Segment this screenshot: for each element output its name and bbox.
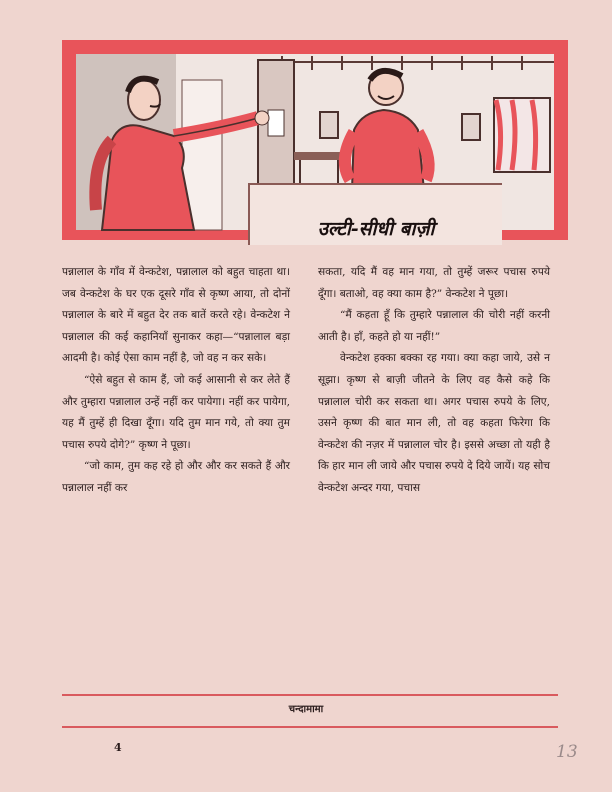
paragraph: सकता, यदि मैं वह मान गया, तो तुम्हें जरूर पचास रुपये दूँगा। बताओ, वह क्या काम है?” वेन्कटेश ने पूछा। [318, 266, 550, 300]
page-number: 4 [114, 741, 122, 754]
paragraph: “ऐसे बहुत से काम हैं, जो कई आसानी से कर लेते हैं और तुम्हारा पन्नालाल उन्हें नहीं कर पायेगा। नहीं कर पायेगा, यह मैं तुम्हें ही दिखा दूँगा। यदि तुम मान गये, तो क्या तुम पचास रुपये दोगे?” कृष्ण ने पूछा। [62, 373, 290, 451]
magazine-name: चन्दामामा [288, 704, 324, 715]
text-column-right [318, 262, 550, 500]
text-column-left [62, 262, 290, 500]
paragraph: “जो काम, तुम कह रहे हो और और कर सकते हैं और पन्नालाल नहीं कर [62, 460, 290, 494]
paragraph: “मैं कहता हूँ कि तुम्हारे पन्नालाल की चोरी नहीं करनी आती है। हाँ, कहते हो या नहीं!” [318, 309, 550, 343]
story-title-box [248, 183, 502, 245]
handwritten-note: 13 [556, 742, 578, 762]
footer-rule-bottom [62, 726, 558, 728]
story-title: उल्टी-सीधी बाज़ी [317, 218, 435, 240]
footer-rule-top [62, 694, 558, 696]
paragraph: वेन्कटेश हक्का बक्का रह गया। क्या कहा जाये, उसे न सूझा। कृष्ण से बाज़ी जीतने के लिए वह कैसे कहे कि पन्नालाल चोरी कर सकता था। अगर पचास रुपये के लिए, उसने कृष्ण की बात मान ली, तो वह कहता फिरेगा कि वेन्कटेश की नज़र में पन्नालाल चोर है। इससे अच्छा तो यही है कि हार मान ली जाये और पचास रुपये दे दिये जायें। यह सोच वेन्कटेश अन्दर गया, पचास [318, 352, 550, 494]
paragraph: पन्नालाल के गाँव में वेन्कटेश, पन्नालाल को बहुत चाहता था। जब वेन्कटेश के घर एक दूसरे गाँव से कृष्ण आया, तो दोनों पन्नालाल के बारे में बहुत देर तक बातें करते रहे। वेन्कटेश ने पन्नालाल की कई कहानियाँ सुनाकर कहा—“पन्नालाल बड़ा आदमी है। कोई ऐसा काम नहीं है, जो वह न कर सके। [62, 266, 290, 365]
